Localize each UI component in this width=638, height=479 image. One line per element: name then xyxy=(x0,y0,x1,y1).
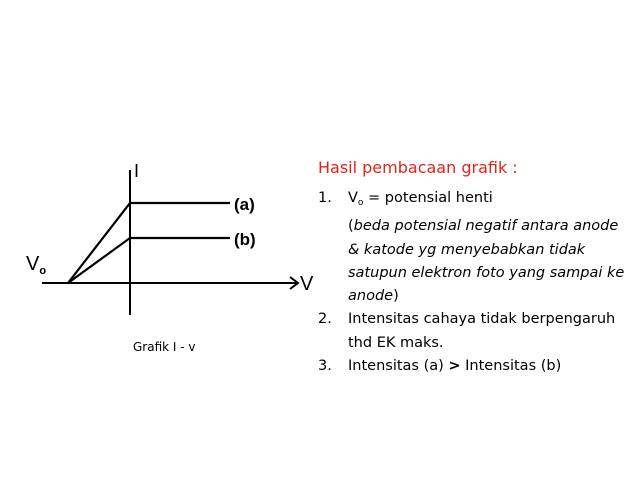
note-open: ( xyxy=(348,218,354,235)
origin-label-v: V xyxy=(26,253,40,275)
note-close: ) xyxy=(393,288,399,305)
list-item xyxy=(314,355,634,378)
list-text: = potensial henti xyxy=(363,190,493,206)
stopping-potential-symbol: V xyxy=(348,190,358,206)
list-number: 2. xyxy=(318,311,332,328)
y-axis-label: I xyxy=(134,161,140,181)
reading-panel xyxy=(314,158,634,378)
list-item xyxy=(314,308,634,355)
origin-label xyxy=(26,253,46,277)
list-number: 1. xyxy=(318,190,332,206)
list-item xyxy=(314,187,634,308)
list-number: 3. xyxy=(318,358,332,375)
list-text: Intensitas (a) xyxy=(348,358,449,375)
x-axis-label: V xyxy=(300,273,314,295)
list-note: beda potensial negatif antara anode & katode yg menyebabkan tidak satupun elektron foto yang sampai ke anode xyxy=(348,218,625,305)
curve-a-label: (a) xyxy=(234,195,255,214)
origin-label-sub: o xyxy=(39,265,47,277)
reading-list xyxy=(314,187,634,378)
symbol-subscript: o xyxy=(357,198,364,208)
graph-caption: Grafik I - v xyxy=(133,340,196,354)
curve-a xyxy=(68,203,230,283)
curve-b xyxy=(68,238,230,283)
panel-heading: Hasil pembacaan grafik : xyxy=(318,158,518,177)
list-text: Intensitas cahaya tidak berpengaruh thd EK maks. xyxy=(348,311,616,351)
graph xyxy=(0,0,314,330)
curve-b-label: (b) xyxy=(234,230,256,249)
list-text: Intensitas (b) xyxy=(460,358,562,375)
greater-than-sign: > xyxy=(448,358,461,375)
